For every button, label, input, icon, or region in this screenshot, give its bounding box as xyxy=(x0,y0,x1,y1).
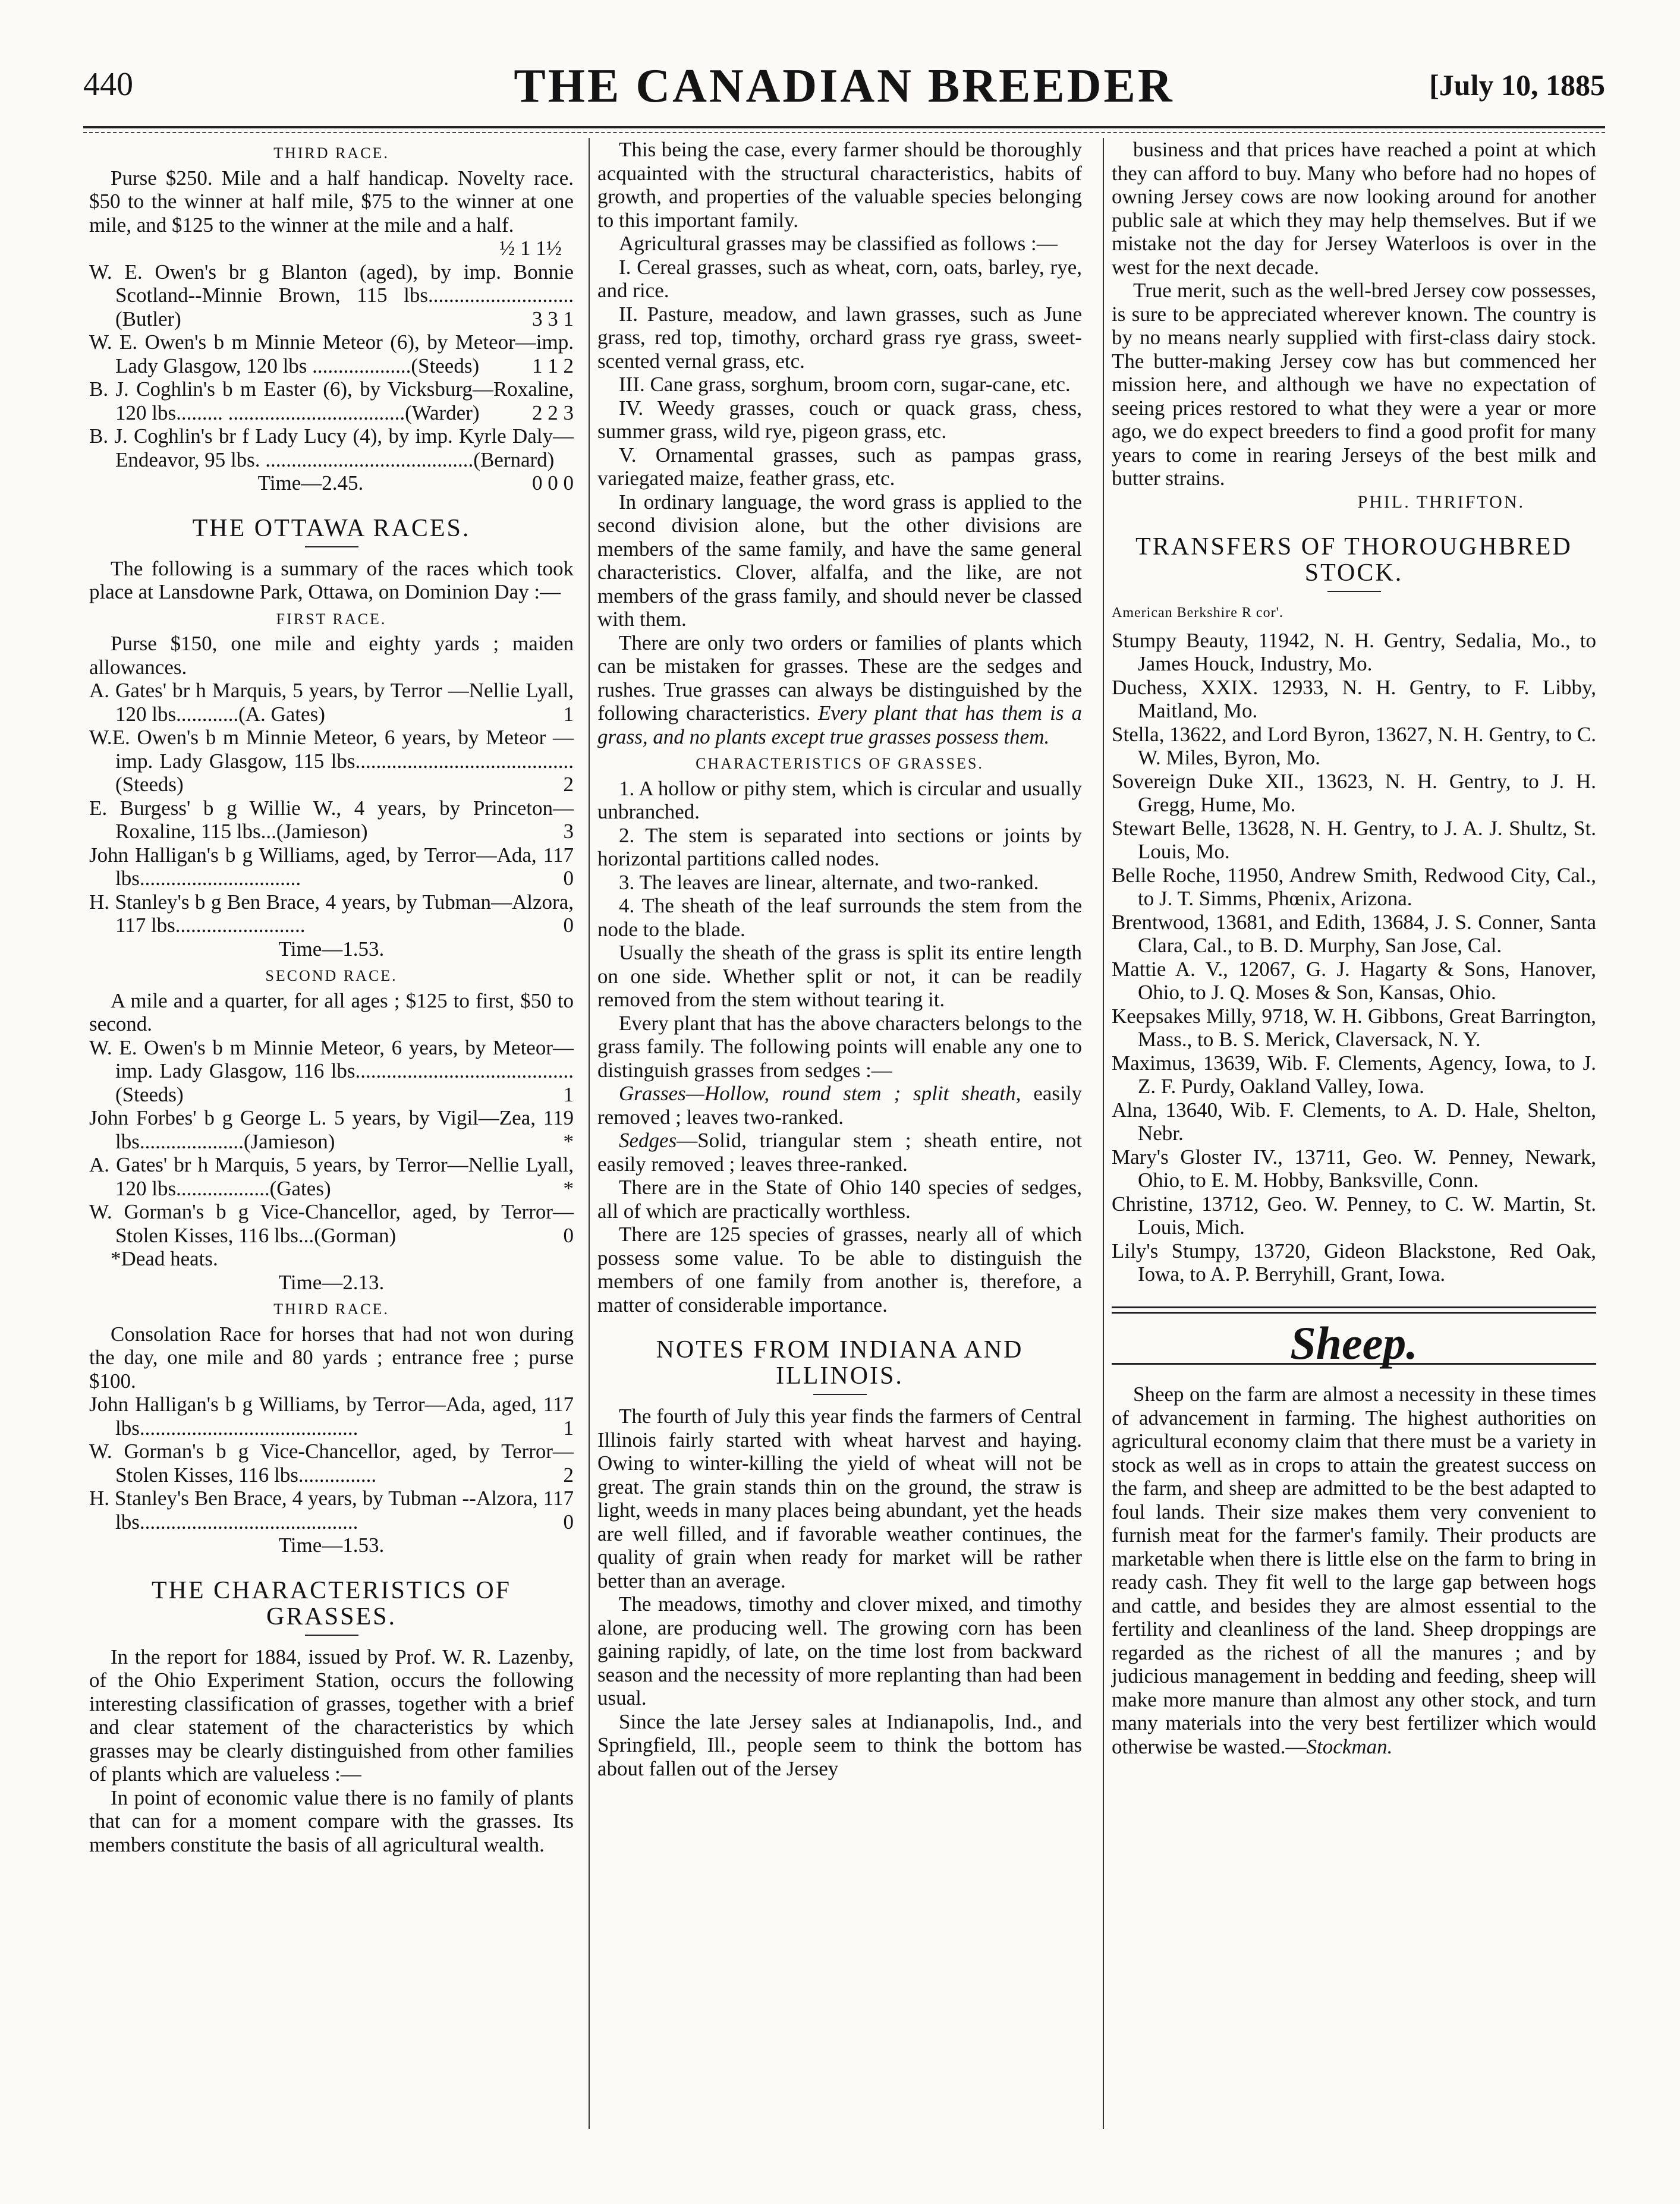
signature: PHIL. THRIFTON. xyxy=(1357,492,1525,512)
race-caption: SECOND RACE. xyxy=(265,967,398,984)
race-fractions: ½ 1 1½ xyxy=(499,237,562,260)
transfer-entry: Belle Roche, 11950, Andrew Smith, Redwood City, Cal., to J. T. Simms, Phœnix, Arizona. xyxy=(1112,863,1596,910)
race-entry: B. J. Coghlin's b m Easter (6), by Vicksburg—Roxaline, 120 lbs......... ..................................(Warder) 2 2 3 xyxy=(89,377,574,424)
race-caption: THIRD RACE. xyxy=(273,144,389,162)
transfer-entry: Alna, 13640, Wib. F. Clements, to A. D. Hale, Shelton, Nebr. xyxy=(1112,1098,1596,1145)
transfer-entry: Brentwood, 13681, and Edith, 13684, J. S. Conner, Santa Clara, Cal., to B. D. Murphy, San Jose, Cal. xyxy=(1112,910,1596,957)
race-entry: W. E. Owen's br g Blanton (aged), by imp. Bonnie Scotland--Minnie Brown, 115 lbs............................(Butler) 3 3 1 xyxy=(89,260,574,330)
race-time: Time—1.53. xyxy=(278,1534,385,1557)
race-entry: A. Gates' br h Marquis, 5 years, by Terror—Nellie Lyall, 120 lbs..................(Gates) * xyxy=(89,1153,574,1200)
column-2 xyxy=(597,138,1082,1780)
transfer-entry: Stella, 13622, and Lord Byron, 13627, N. H. Gentry, to C. W. Miles, Byron, Mo. xyxy=(1112,722,1596,769)
transfer-entry: Duchess, XXIX. 12933, N. H. Gentry, to F. Libby, Maitland, Mo. xyxy=(1112,675,1596,722)
list-item: 3. The leaves are linear, alternate, and two-ranked. xyxy=(619,870,1039,894)
paragraph: The following is a summary of the races which took place at Lansdowne Park, Ottawa, on Dominion Day :— xyxy=(89,556,574,603)
transfer-entry: Christine, 13712, Geo. W. Penney, to C. W. Martin, St. Louis, Mich. xyxy=(1112,1192,1596,1239)
race-entry: John Halligan's b g Williams, by Terror—Ada, aged, 117 lbs.......................................... 1 xyxy=(89,1393,574,1440)
race-intro: Consolation Race for horses that had not won during the day, one mile and 80 yards ; entrance free ; purse $100. xyxy=(89,1322,574,1393)
list-item: 1. A hollow or pithy stem, which is circular and usually unbranched. xyxy=(597,776,1082,823)
race-entry: W. Gorman's b g Vice-Chancellor, aged, by Terror—Stolen Kisses, 116 lbs............... 2 xyxy=(89,1440,574,1487)
paragraph: Sheep on the farm are almost a necessity in these times of advancement in farming. The highest authorities on agricultural economy claim that there must be a variety in stock as well as in crops to attain the greatest success on the farm, and sheep are admitted to be the best adapted to foul lands. Their size makes them very convenient to furnish meat for the farmer's family. Their products are marketable when there is little else on the farm to bring in ready cash. They fit well to the large gap between hogs and cattle, and besides they are almost essential to the fertility and cleanliness of the land. Sheep droppings are regarded as the richest of all the manures ; and by judicious management in bedding and feeding, sheep will make more manure than almost any other stock, and turn many materials into the very best fertilizer which would otherwise be wasted.—Stockman. xyxy=(1112,1383,1596,1758)
race-entry: E. Burgess' b g Willie W., 4 years, by Princeton—Roxaline, 115 lbs...(Jamieson) 3 xyxy=(89,796,574,843)
footnote: *Dead heats. xyxy=(111,1247,218,1270)
transfer-entry: Mary's Gloster IV., 13711, Geo. W. Penney, Newark, Ohio, to E. M. Hobby, Banksville, Conn. xyxy=(1112,1145,1596,1192)
paragraph: There are in the State of Ohio 140 species of sedges, all of which are practically worthless. xyxy=(597,1176,1082,1223)
race-intro: A mile and a quarter, for all ages ; $125 to first, $50 to second. xyxy=(89,988,574,1035)
transfer-entry: Stewart Belle, 13628, N. H. Gentry, to J. A. J. Shultz, St. Louis, Mo. xyxy=(1112,816,1596,863)
transfer-entry: Stumpy Beauty, 11942, N. H. Gentry, Sedalia, Mo., to James Houck, Industry, Mo. xyxy=(1112,628,1596,675)
paragraph: Every plant that has the above characters belongs to the grass family. The following points will enable any one to distinguish grasses from sedges :— xyxy=(597,1011,1082,1082)
race-entry: H. Stanley's b g Ben Brace, 4 years, by Tubman—Alzora, 117 lbs......................... 0 xyxy=(89,890,574,937)
race-intro: Purse $150, one mile and eighty yards ; maiden allowances. xyxy=(89,632,574,679)
list-item: 2. The stem is separated into sections or joints by horizontal partitions called nodes. xyxy=(597,823,1082,870)
column-1 xyxy=(89,138,574,1856)
section-divider xyxy=(1112,1306,1596,1308)
page-header xyxy=(83,59,1605,119)
section-title: THE OTTAWA RACES. xyxy=(192,514,471,542)
list-item: V. Ornamental grasses, such as pampas grass, variegated maize, feather grass, etc. xyxy=(597,443,1082,490)
paragraph: The meadows, timothy and clover mixed, and timothy alone, are producing well. The growing corn has been gaining rapidly, of late, on the time lost from backward season and the necessity of more replanting than had been usual. xyxy=(597,1592,1082,1709)
transfer-entry: Maximus, 13639, Wib. F. Clements, Agency, Iowa, to J. Z. F. Purdy, Oakland Valley, Iowa. xyxy=(1112,1051,1596,1098)
race-time: Time—2.45. xyxy=(257,471,364,495)
page-number: 440 xyxy=(83,66,133,103)
header-dashed-rule xyxy=(83,132,1605,133)
issue-date: [July 10, 1885 xyxy=(1429,68,1605,102)
masthead: THE CANADIAN BREEDER xyxy=(514,60,1175,112)
race-entry: W. Gorman's b g Vice-Chancellor, aged, by Terror—Stolen Kisses, 116 lbs...(Gorman) 0 xyxy=(89,1200,574,1247)
subsection-caption: CHARACTERISTICS OF GRASSES. xyxy=(696,755,984,772)
race-entry: John Forbes' b g George L. 5 years, by Vigil—Zea, 119 lbs....................(Jamieson) * xyxy=(89,1106,574,1153)
paragraph: Usually the sheath of the grass is split its entire length on one side. Whether split or not, it can be readily removed from the stem without tearing it. xyxy=(597,941,1082,1011)
race-entry: A. Gates' br h Marquis, 5 years, by Terror —Nellie Lyall, 120 lbs............(A. Gates) 1 xyxy=(89,679,574,726)
section-title: NOTES FROM INDIANA AND ILLINOIS. xyxy=(656,1336,1024,1390)
paragraph: There are only two orders or families of plants which can be mistaken for grasses. These are the sedges and rushes. True grasses can always be distinguished by the following characteristics. Every plant that has them is a grass, and no plants except true grasses possess them. xyxy=(597,631,1082,748)
paragraph: Since the late Jersey sales at Indianapolis, Ind., and Springfield, Ill., people seem to think the bottom has about fallen out of the Jersey xyxy=(597,1709,1082,1780)
transfer-entry: Sovereign Duke XII., 13623, N. H. Gentry, to J. H. Gregg, Hume, Mo. xyxy=(1112,769,1596,816)
list-item: I. Cereal grasses, such as wheat, corn, oats, barley, rye, and rice. xyxy=(597,255,1082,302)
transfer-entry: Mattie A. V., 12067, G. J. Hagarty & Sons, Hanover, Ohio, to J. Q. Moses & Son, Kansas, Ohio. xyxy=(1112,957,1596,1004)
race-entry: W. E. Owen's b m Minnie Meteor, 6 years, by Meteor—imp. Lady Glasgow, 116 lbs..........................................(Steeds) 1 xyxy=(89,1035,574,1106)
race-intro: Purse $250. Mile and a half handicap. Novelty race. $50 to the winner at half mile, $75 to the winner at one mile, and $125 to the winner at the mile and a half. xyxy=(89,166,574,237)
section-divider xyxy=(1112,1312,1596,1314)
paragraph: There are 125 species of grasses, nearly all of which possess some value. To be able to distinguish the members of one family from another is, therefore, a matter of considerable importance. xyxy=(597,1223,1082,1317)
definition: Grasses—Hollow, round stem ; split sheath, easily removed ; leaves two-ranked. xyxy=(597,1082,1082,1129)
section-title: TRANSFERS OF THOROUGHBRED STOCK. xyxy=(1135,533,1572,587)
race-time: Time—2.13. xyxy=(278,1270,385,1294)
column-separator xyxy=(589,138,590,2129)
paragraph: True merit, such as the well-bred Jersey cow possesses, is sure to be appreciated wherever known. The country is by no means nearly supplied with first-class dairy stock. The butter-making Jersey cow has but commenced her mission here, and although we have no expectation of seeing prices restored to what they were a year or more ago, we do expect breeders to find a good profit for many years to come in rearing Jerseys of the best milk and butter strains. xyxy=(1112,279,1596,490)
section-title: Sheep. xyxy=(1290,1317,1418,1369)
list-item: II. Pasture, meadow, and lawn grasses, such as June grass, red top, timothy, orchard grass rye grass, sweet-scented vernal grass, etc. xyxy=(597,302,1082,373)
header-rule xyxy=(83,126,1605,128)
race-time: Time—1.53. xyxy=(278,937,385,961)
paragraph: In the report for 1884, issued by Prof. W. R. Lazenby, of the Ohio Experiment Station, occurs the following interesting classification of grasses, together with a brief and clear statement of the characteristics by which grasses may be clearly distinguished from other families of plants which are valueless :— xyxy=(89,1645,574,1786)
section-divider xyxy=(813,1394,867,1395)
list-item: III. Cane grass, sorghum, broom corn, sugar-cane, etc. xyxy=(619,373,1071,396)
section-title: THE CHARACTERISTICS OF GRASSES. xyxy=(151,1576,512,1630)
paragraph: In point of economic value there is no family of plants that can for a moment compare with the grasses. Its members constitute the basis of all agricultural wealth. xyxy=(89,1786,574,1856)
race-entry: H. Stanley's Ben Brace, 4 years, by Tubman --Alzora, 117 lbs.......................................... 0 xyxy=(89,1487,574,1534)
race-caption: FIRST RACE. xyxy=(276,610,387,628)
race-entry: W.E. Owen's b m Minnie Meteor, 6 years, by Meteor — imp. Lady Glasgow, 115 lbs..........................................(Steeds) 2 xyxy=(89,726,574,796)
section-divider xyxy=(305,1635,358,1636)
paragraph: In ordinary language, the word grass is applied to the second division alone, but the other divisions are members of the same family, and have the same general characteristics. Clover, alfalfa, and the like, are not members of the grass family, and should never be classed with them. xyxy=(597,490,1082,631)
paragraph: business and that prices have reached a point at which they can afford to buy. Many who before had no hopes of owning Jersey cows are now looking around for another public sale at which they may help themselves. But if we mistake not the day for Jersey Waterloos is over in the west for the next decade. xyxy=(1112,138,1596,279)
race-entry: John Halligan's b g Williams, aged, by Terror—Ada, 117 lbs............................... 0 xyxy=(89,843,574,890)
paragraph: The fourth of July this year finds the farmers of Central Illinois fairly started with wheat harvest and haying. Owing to winter-killing the yield of wheat will not be great. The grain stands thin on the ground, the straw is light, weeds in many places being abundant, yet the heads are well filled, and if favorable weather continues, the quality of grain when ready for market will be rather better than an average. xyxy=(597,1405,1082,1592)
transfer-entry: Keepsakes Milly, 9718, W. H. Gibbons, Great Barrington, Mass., to B. S. Merick, Claversack, N. Y. xyxy=(1112,1004,1596,1051)
transfer-entry: Lily's Stumpy, 13720, Gideon Blackstone, Red Oak, Iowa, to A. P. Berryhill, Grant, Iowa. xyxy=(1112,1239,1596,1286)
list-item: IV. Weedy grasses, couch or quack grass, chess, summer grass, wild rye, pigeon grass, etc. xyxy=(597,396,1082,443)
column-separator xyxy=(1103,138,1104,2129)
paragraph: Agricultural grasses may be classified as follows :— xyxy=(619,232,1058,255)
section-divider xyxy=(1327,591,1381,592)
race-caption: THIRD RACE. xyxy=(273,1301,389,1318)
definition: Sedges—Solid, triangular stem ; sheath entire, not easily removed ; leaves three-ranked. xyxy=(597,1129,1082,1176)
subsection-caption: American Berkshire R cor'. xyxy=(1112,605,1283,621)
race-entry: W. E. Owen's b m Minnie Meteor (6), by Meteor—imp. Lady Glasgow, 120 lbs ...................(Steeds) 1 1 2 xyxy=(89,330,574,377)
list-item: 4. The sheath of the leaf surrounds the stem from the node to the blade. xyxy=(597,894,1082,941)
section-divider xyxy=(305,546,358,547)
race-entry: B. J. Coghlin's br f Lady Lucy (4), by imp. Kyrle Daly—Endeavor, 95 lbs. ........................................(Bernard) 0 0 0 xyxy=(89,424,574,495)
paragraph: This being the case, every farmer should be thoroughly acquainted with the structural characteristics, habits of growth, and properties of the valuable species belonging to this important family. xyxy=(597,138,1082,232)
column-3 xyxy=(1112,138,1596,1758)
